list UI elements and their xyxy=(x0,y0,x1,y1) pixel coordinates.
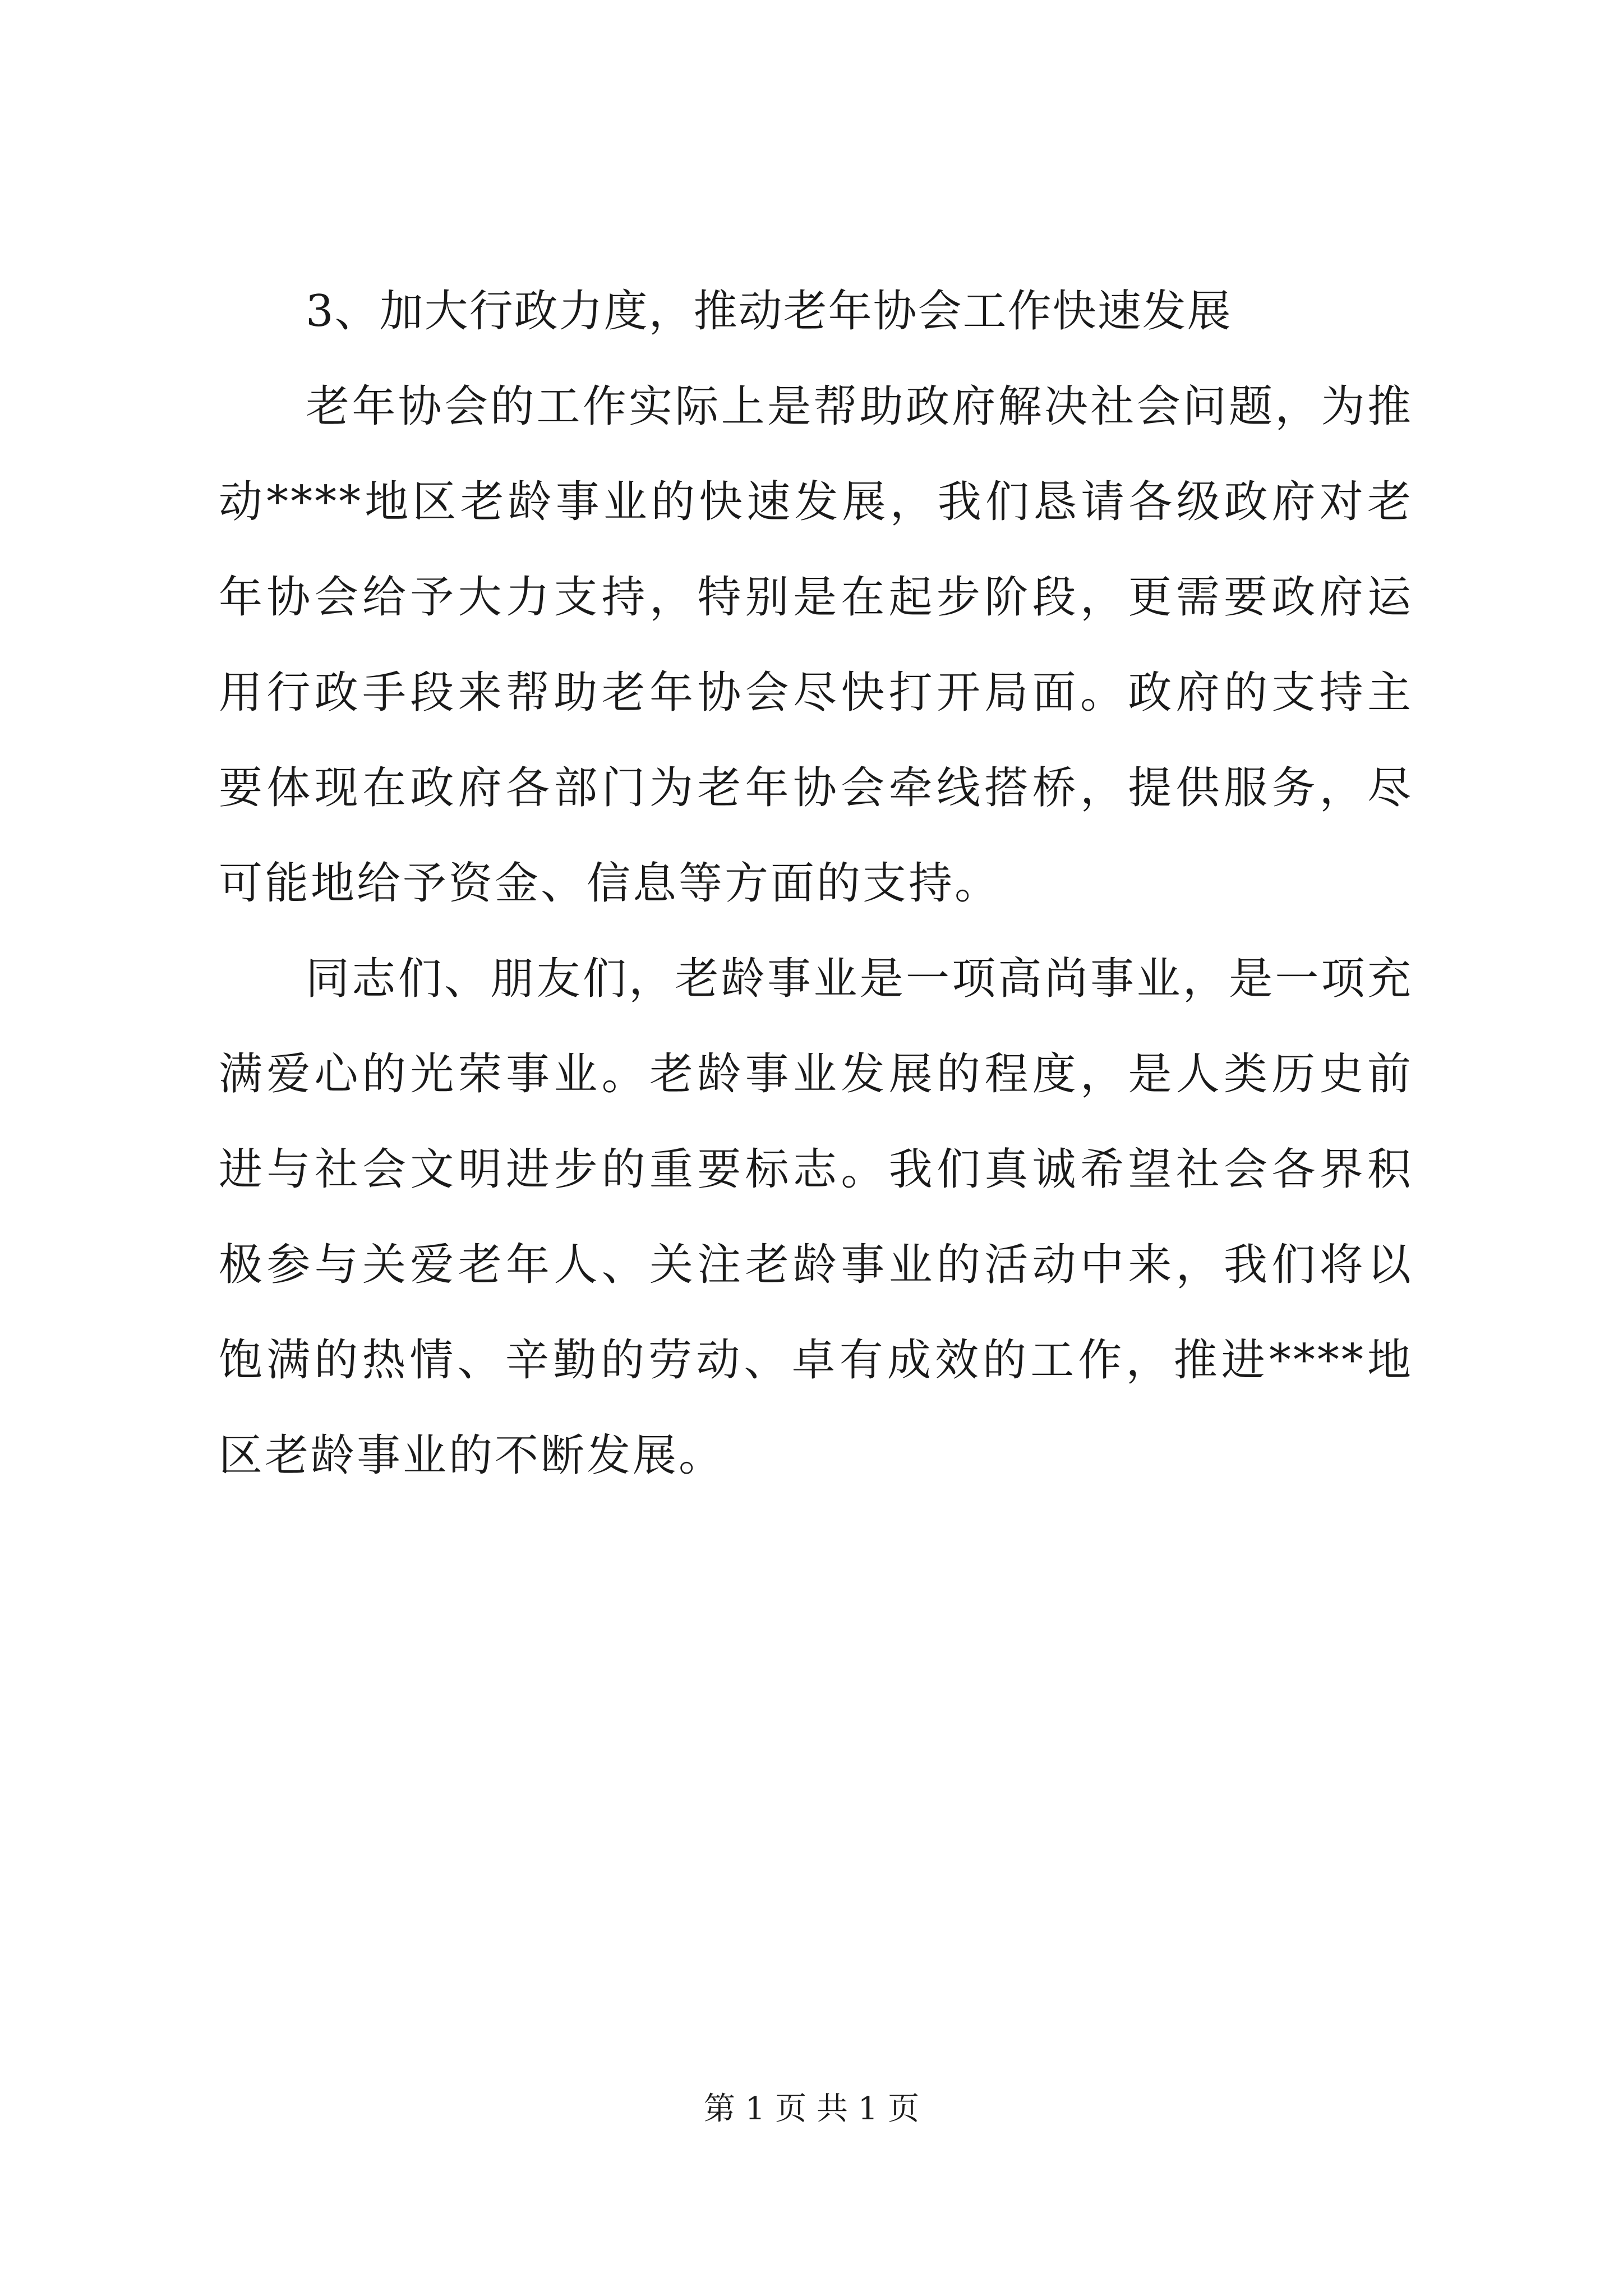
page-footer: 第 1 页 共 1 页 xyxy=(703,2091,920,2127)
section-heading: 3、加大行政力度，推动老年协会工作快速发展 xyxy=(306,286,1232,337)
paragraph-2: 同志们、朋友们，老龄事业是一项高尚事业，是一项充满爱心的光荣事业。老龄事业发展的程度，是人类历史前进与社会文明进步的重要标志。我们真诚希望社会各界积极参与关爱老年人、关注老龄事业的活动中来，我们将以饱满的热情、辛勤的劳动、卓有成效的工作，推进****地区老龄事业的不断发展。 xyxy=(219,954,1413,1481)
paragraph-1: 老年协会的工作实际上是帮助政府解决社会问题，为推动****地区老龄事业的快速发展，我们恳请各级政府对老年协会给予大力支持，特别是在起步阶段，更需要政府运用行政手段来帮助老年协会尽快打开局面。政府的支持主要体现在政府各部门为老年协会牵线搭桥，提供服务，尽可能地给予资金、信息等方面的支持。 xyxy=(219,381,1413,909)
document-body xyxy=(219,264,1413,1503)
